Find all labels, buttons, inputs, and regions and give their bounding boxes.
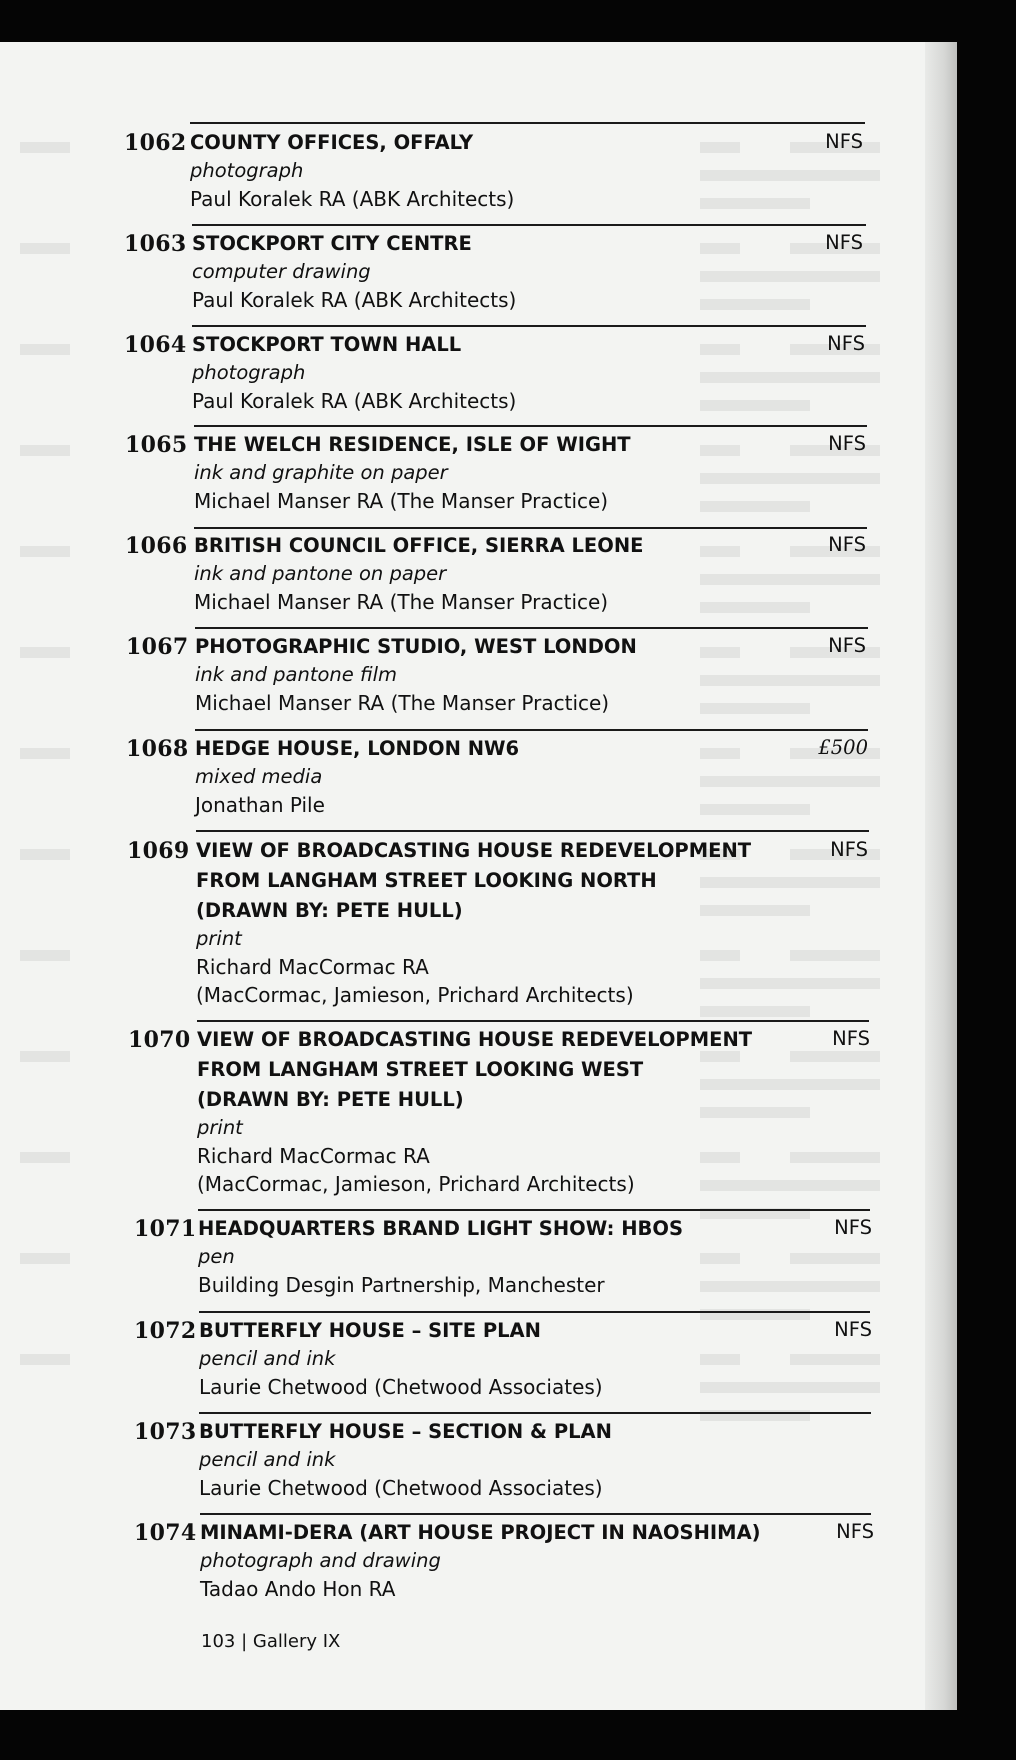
- entry-divider: [200, 1513, 871, 1515]
- entry-title: STOCKPORT TOWN HALL: [192, 333, 462, 356]
- entry-divider: [198, 1209, 870, 1211]
- entry-artist: Michael Manser RA (The Manser Practice): [194, 489, 609, 513]
- entry-price: NFS: [830, 838, 868, 861]
- entry-divider: [195, 627, 868, 629]
- entry-artist: Michael Manser RA (The Manser Practice): [194, 590, 609, 614]
- entry-title: FROM LANGHAM STREET LOOKING NORTH: [196, 869, 657, 892]
- entry-medium: pencil and ink: [199, 1347, 336, 1370]
- entry-medium: computer drawing: [192, 260, 371, 283]
- entry-artist: (MacCormac, Jamieson, Prichard Architects): [197, 1172, 635, 1196]
- entry-artist: Jonathan Pile: [195, 793, 325, 817]
- entry-medium: print: [196, 927, 242, 950]
- catalogue-number: 1068: [126, 736, 189, 762]
- entry-medium: pencil and ink: [199, 1448, 336, 1471]
- page-number: 103: [201, 1631, 236, 1652]
- catalogue-page: [0, 42, 950, 1710]
- entry-title: HEADQUARTERS BRAND LIGHT SHOW: HBOS: [198, 1217, 684, 1240]
- entry-divider: [195, 729, 868, 731]
- entry-artist: Richard MacCormac RA: [196, 955, 429, 979]
- entry-artist: Paul Koralek RA (ABK Architects): [192, 288, 517, 312]
- entry-price: NFS: [832, 1027, 870, 1050]
- entry-divider: [192, 224, 866, 226]
- entry-price: NFS: [828, 634, 866, 657]
- section-name: Gallery IX: [252, 1631, 341, 1652]
- entry-title: HEDGE HOUSE, LONDON NW6: [195, 737, 520, 760]
- entry-title: (DRAWN BY: PETE HULL): [197, 1088, 464, 1111]
- entry-price: NFS: [828, 432, 866, 455]
- entry-price: NFS: [834, 1318, 872, 1341]
- entry-title: MINAMI-DERA (ART HOUSE PROJECT IN NAOSHIMA): [200, 1521, 761, 1544]
- entry-medium: print: [197, 1116, 243, 1139]
- entry-title: (DRAWN BY: PETE HULL): [196, 899, 463, 922]
- entry-medium: photograph and drawing: [200, 1549, 441, 1572]
- entry-artist: Richard MacCormac RA: [197, 1144, 430, 1168]
- entry-price: NFS: [825, 130, 863, 153]
- entry-artist: Michael Manser RA (The Manser Practice): [195, 691, 610, 715]
- entry-title: BUTTERFLY HOUSE – SITE PLAN: [199, 1319, 541, 1342]
- entry-title: COUNTY OFFICES, OFFALY: [190, 131, 474, 154]
- entry-title: PHOTOGRAPHIC STUDIO, WEST LONDON: [195, 635, 637, 658]
- catalogue-number: 1070: [128, 1027, 191, 1053]
- entry-divider: [199, 1311, 870, 1313]
- catalogue-number: 1063: [124, 231, 187, 257]
- entry-title: VIEW OF BROADCASTING HOUSE REDEVELOPMENT: [196, 839, 752, 862]
- page-edge: [925, 42, 957, 1710]
- entry-medium: photograph: [190, 159, 304, 182]
- catalogue-number: 1073: [134, 1419, 197, 1445]
- catalogue-number: 1064: [124, 332, 187, 358]
- entry-medium: pen: [198, 1245, 235, 1268]
- entry-title: THE WELCH RESIDENCE, ISLE OF WIGHT: [194, 433, 631, 456]
- entry-medium: ink and pantone film: [195, 663, 397, 686]
- catalogue-number: 1069: [127, 838, 190, 864]
- entry-title: BUTTERFLY HOUSE – SECTION & PLAN: [199, 1420, 612, 1443]
- entry-divider: [194, 425, 867, 427]
- entry-price: NFS: [836, 1520, 874, 1543]
- footer-separator: |: [241, 1631, 248, 1652]
- entry-title: BRITISH COUNCIL OFFICE, SIERRA LEONE: [194, 534, 644, 557]
- entry-divider: [196, 830, 869, 832]
- entry-artist: Paul Koralek RA (ABK Architects): [192, 389, 517, 413]
- catalogue-number: 1074: [134, 1520, 197, 1546]
- entry-divider: [199, 1412, 871, 1414]
- entry-price: £500: [818, 736, 868, 759]
- entry-artist: Paul Koralek RA (ABK Architects): [190, 187, 515, 211]
- entry-title: STOCKPORT CITY CENTRE: [192, 232, 472, 255]
- page-footer: [201, 1631, 340, 1652]
- entry-divider: [190, 122, 865, 124]
- entry-price: NFS: [827, 332, 865, 355]
- entry-artist: Laurie Chetwood (Chetwood Associates): [199, 1476, 603, 1500]
- entry-artist: (MacCormac, Jamieson, Prichard Architects): [196, 983, 634, 1007]
- catalogue-number: 1065: [125, 432, 188, 458]
- entry-artist: Laurie Chetwood (Chetwood Associates): [199, 1375, 603, 1399]
- entry-medium: ink and graphite on paper: [194, 461, 448, 484]
- entry-divider: [194, 527, 867, 529]
- entry-title: FROM LANGHAM STREET LOOKING WEST: [197, 1058, 644, 1081]
- entry-title: VIEW OF BROADCASTING HOUSE REDEVELOPMENT: [197, 1028, 753, 1051]
- catalogue-entries: [0, 42, 950, 1710]
- catalogue-number: 1066: [125, 533, 188, 559]
- entry-divider: [197, 1020, 869, 1022]
- entry-divider: [192, 325, 866, 327]
- entry-price: NFS: [834, 1216, 872, 1239]
- entry-price: NFS: [828, 533, 866, 556]
- entry-artist: Tadao Ando Hon RA: [200, 1577, 396, 1601]
- entry-artist: Building Desgin Partnership, Manchester: [198, 1273, 605, 1297]
- catalogue-number: 1071: [134, 1216, 197, 1242]
- entry-medium: mixed media: [195, 765, 323, 788]
- entry-medium: photograph: [192, 361, 306, 384]
- catalogue-number: 1067: [126, 634, 189, 660]
- entry-price: NFS: [825, 231, 863, 254]
- catalogue-number: 1062: [124, 130, 187, 156]
- catalogue-number: 1072: [134, 1318, 197, 1344]
- entry-medium: ink and pantone on paper: [194, 562, 447, 585]
